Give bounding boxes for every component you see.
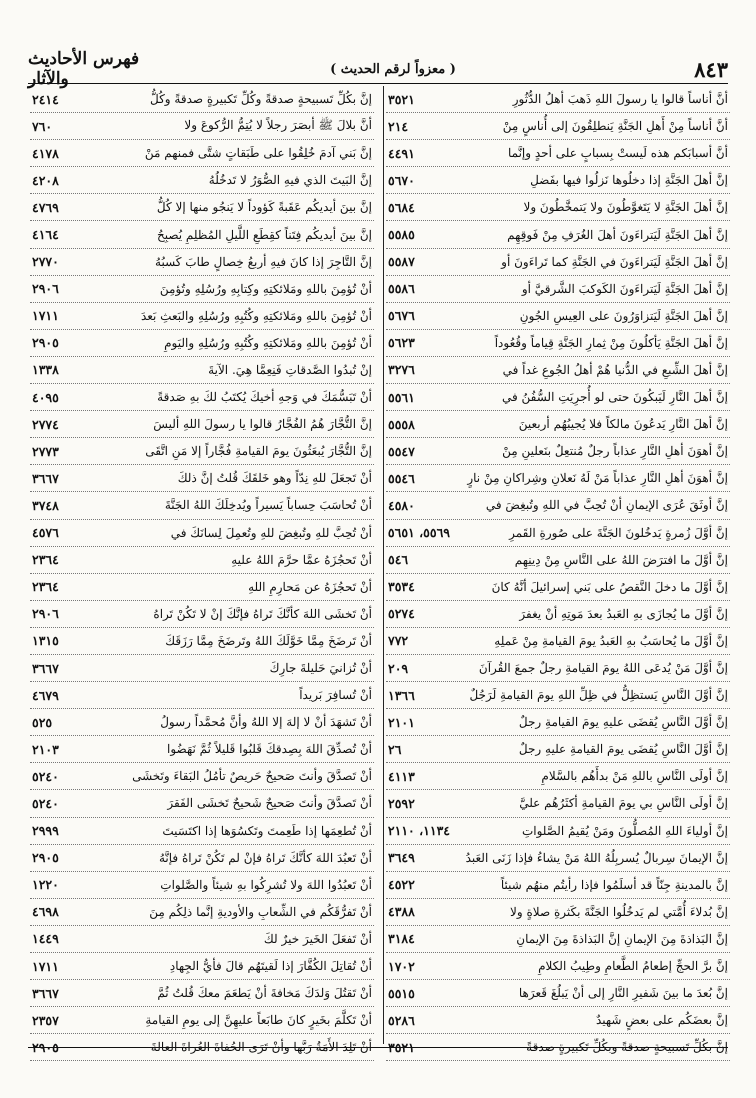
hadith-incipit: أنْ تَعبُدَ اللهَ كأنَّكَ تَراهُ فإنْ لم تَكُنْ تَراهُ فإنَّهُ bbox=[158, 850, 372, 865]
header-rule bbox=[28, 83, 728, 84]
hadith-number: ٥٢٧٤ bbox=[388, 606, 415, 622]
index-entry bbox=[30, 682, 374, 709]
index-entry bbox=[30, 140, 374, 167]
hadith-incipit: أنْ تَصدَّقَ وأنتَ صَحيحٌ حَريصٌ تأمُلُ البَقاءَ وتَخشَى bbox=[132, 769, 372, 784]
index-entry bbox=[386, 221, 730, 248]
hadith-number: ٢٩٠٥ bbox=[32, 335, 59, 351]
hadith-number: ١٣٣٨ bbox=[32, 362, 59, 378]
hadith-number: ٥٥٥٨ bbox=[388, 416, 415, 432]
hadith-number: ٥٢٤٠ bbox=[32, 768, 59, 784]
hadith-number: ٣٦٦٧ bbox=[32, 985, 59, 1001]
index-entry bbox=[386, 113, 730, 140]
hadith-number: ٥٤٦ bbox=[388, 552, 409, 568]
hadith-incipit: إنَّ التُّجَّارَ يُبعَثُونَ يومَ القيامةِ فُجَّاراً إلا مَنِ اتَّقَى bbox=[145, 444, 372, 459]
hadith-incipit: إنَّ أهلَ النَّارِ يَدعُونَ مالكاً فلا يُجيبُهُم أربعينَ bbox=[518, 417, 728, 432]
index-entry bbox=[386, 601, 730, 628]
hadith-incipit: إنَّ بينَ أيديكُم عَقَبةً كَؤوداً لا يَنجُو منها إلا كُلُّ bbox=[156, 200, 372, 215]
index-entry bbox=[386, 709, 730, 736]
hadith-incipit: إنَّ أوَّلَ مَنْ يُدعَى اللهُ يومَ القيامةِ رجلٌ جمعَ القُرآنَ bbox=[478, 661, 728, 676]
hadith-number: ٢٣٦٤ bbox=[32, 552, 59, 568]
hadith-number: ١٧٠٢ bbox=[388, 958, 415, 974]
hadith-incipit: إنَّ أولياءَ اللهِ المُصلُّونَ ومَنْ يُقيمُ الصَّلواتِ bbox=[521, 823, 728, 838]
index-entry bbox=[30, 1007, 374, 1034]
hadith-incipit: أنْ تَرضَخَ مِمَّا خَوَّلَكَ اللهُ وتَرضَخَ مِمَّا رَزَقَكَ bbox=[165, 633, 372, 648]
index-entry bbox=[386, 872, 730, 899]
hadith-number: ٥٥٦١ bbox=[388, 389, 415, 405]
hadith-number: ١٢٢٠ bbox=[32, 877, 59, 893]
hadith-incipit: إنَّ أهلَ الجَنَّةِ لَيَتراءَونَ في الجَنَّةِ كما تَراءَونَ أو bbox=[501, 254, 728, 269]
hadith-number: ٣٥٢١ bbox=[388, 1039, 415, 1055]
index-entry bbox=[386, 845, 730, 872]
hadith-incipit: أنْ تَحجُزَهُ عمَّا حرَّمَ اللهُ عليهِ bbox=[231, 552, 372, 567]
hadith-number: ٥٢٨٦ bbox=[388, 1012, 415, 1028]
hadith-incipit: أنْ تَلِدَ الأَمَةُ رَبَّها وأنْ تَرَى الحُفاةَ العُراةَ العالةَ bbox=[150, 1040, 372, 1055]
hadith-incipit: إنَّ أهلَ الجَنَّةِ لا يَتَغوَّطُونَ ولا يَتمخَّطُونَ ولا bbox=[523, 200, 728, 215]
index-entry bbox=[30, 113, 374, 140]
hadith-number: ٤٢٠٨ bbox=[32, 172, 59, 188]
hadith-incipit: إنْ تُبدُوا الصَّدقاتِ فَنِعِمَّا هِيَ. الآيةَ bbox=[208, 362, 372, 377]
index-entry bbox=[30, 790, 374, 817]
hadith-number: ٥٦٧٦ bbox=[388, 308, 415, 324]
left-column bbox=[30, 86, 374, 1055]
hadith-incipit: إنَّ أوَّلَ ما دخلَ النَّقصُ على بَني إسرائيلَ أنَّهُ كانَ bbox=[491, 579, 728, 594]
hadith-number: ٤٣٨٨ bbox=[388, 904, 415, 920]
hadith-number: ١١٣٤، ٢١١٠ bbox=[387, 823, 450, 839]
hadith-incipit: إنَّ أهلَ الجَنَّةِ لَيَتزاوَرُونَ على العِيسِ الجُونِ bbox=[519, 308, 728, 323]
index-entry bbox=[386, 926, 730, 953]
hadith-number: ٢٩٠٥ bbox=[32, 1039, 59, 1055]
index-entry bbox=[386, 547, 730, 574]
index-title: فهرس الأحاديث والآثار bbox=[28, 49, 140, 89]
hadith-incipit: إنَّ بالمدينةِ جِنّاً قد أسلَمُوا فإذا رأيتُم منهُم شيئاً bbox=[500, 877, 728, 892]
hadith-incipit: إنَّ أهلَ الجَنَّةِ إذا دخلُوها نَزلُوا فيها بفَضلِ bbox=[530, 173, 728, 188]
hadith-number: ٢٩٩٩ bbox=[32, 823, 59, 839]
hadith-incipit: إنَّ أوَّلَ النَّاسِ يُقضَى عليهِ يومَ القيامةِ رجلٌ bbox=[518, 715, 728, 730]
hadith-incipit: إنَّ أهلَ الشِّبعِ في الدُّنيا هُمْ أهلُ الجُوعِ غداً في bbox=[502, 362, 728, 377]
hadith-number: ٤٥٢٢ bbox=[388, 877, 415, 893]
index-entry bbox=[30, 872, 374, 899]
index-entry bbox=[386, 763, 730, 790]
index-entry bbox=[386, 953, 730, 980]
hadith-incipit: إنَّ أهلَ الجَنَّةِ لَيَتراءَونَ أهلَ الغُرَفِ مِنْ فَوقِهِم bbox=[507, 227, 728, 242]
hadith-incipit: أنَّ أناساً قالوا يا رسولَ اللهِ ذَهبَ أهلُ الدُّثُورِ bbox=[512, 92, 728, 107]
hadith-number: ٥٦٢٣ bbox=[388, 335, 415, 351]
page-number: ٨٤٣ bbox=[694, 56, 728, 82]
index-entry bbox=[386, 574, 730, 601]
hadith-number: ٢٧٧٤ bbox=[32, 416, 59, 432]
hadith-incipit: إنَّ أولَى النَّاسِ باللهِ مَنْ بدأَهُم بالسَّلامِ bbox=[541, 769, 728, 784]
index-entry bbox=[30, 953, 374, 980]
index-entry bbox=[386, 330, 730, 357]
hadith-number: ٤٥٧٦ bbox=[32, 525, 59, 541]
hadith-incipit: أنْ تُقاتِلَ الكُفَّارَ إذا لَقيتَهُم قالَ فأيُّ الجِهادِ bbox=[169, 959, 372, 974]
hadith-number: ٢١٤ bbox=[388, 118, 409, 134]
hadith-incipit: إنَّ التَّاجِرَ إذا كانَ فيهِ أربعُ خِصالٍ طابَ كَسبُهُ bbox=[155, 254, 372, 269]
hadith-number: ٣٥٣٤ bbox=[388, 579, 415, 595]
hadith-incipit: إنَّ البَذاذةَ مِنَ الإيمانِ إنَّ البَذاذةَ مِنَ الإيمانِ bbox=[516, 931, 728, 946]
hadith-incipit: أنْ تَبَسُّمَكَ في وَجهِ أخيكَ يُكتَبُ لكَ بهِ صَدقةً bbox=[157, 390, 372, 405]
hadith-incipit: إنَّ الإيمانَ سِربالٌ يُسربِلُهُ اللهُ مَنْ يشاءُ فإذا زَنَى العَبدُ bbox=[465, 850, 728, 865]
hadith-incipit: أنْ تُحاسَبَ حِساباً يَسيراً ويُدخِلَكَ اللهُ الجَنَّةَ bbox=[164, 498, 372, 513]
index-entry bbox=[30, 330, 374, 357]
hadith-number: ١٧١١ bbox=[32, 308, 59, 324]
hadith-incipit: إنَّ أهلَ الجَنَّةِ لَيَتراءَونَ الكَوكبَ الشَّرقيَّ أو bbox=[521, 281, 728, 296]
index-entry bbox=[30, 276, 374, 303]
index-entry bbox=[386, 655, 730, 682]
index-entry bbox=[386, 980, 730, 1007]
hadith-number: ٥٢٥ bbox=[32, 714, 53, 730]
hadith-incipit: أنْ تُسافِرَ بَريداً bbox=[299, 688, 372, 703]
hadith-number: ٥٥١٥ bbox=[388, 985, 415, 1001]
hadith-number: ٥٥٤٦ bbox=[388, 470, 415, 486]
hadith-number: ٣١٨٤ bbox=[388, 931, 415, 947]
hadith-incipit: إنَّ أوَّلَ النَّاسِ يَستظِلُّ في ظِلِّ اللهِ يومَ القيامةِ لَرَجُلٌ bbox=[469, 688, 728, 703]
index-entry bbox=[30, 818, 374, 845]
hadith-number: ٢٣٥٧ bbox=[32, 1012, 59, 1028]
hadith-number: ١٣٦٦ bbox=[388, 687, 415, 703]
index-entry bbox=[30, 899, 374, 926]
hadith-number: ٤١٦٤ bbox=[32, 227, 59, 243]
column-separator bbox=[383, 86, 384, 1044]
hadith-incipit: أنْ تُؤمِنَ باللهِ ومَلائكتِهِ وكِتابِهِ ورُسُلِهِ وتُؤمِنَ bbox=[159, 281, 372, 296]
hadith-number: ٢٣٦٤ bbox=[32, 579, 59, 595]
hadith-incipit: إنَّ أهلَ النَّارِ لَيَبكُونَ حتى لو أُجرِيَتِ السُّفُنُ في bbox=[501, 390, 728, 405]
hadith-number: ٢٧٧٠ bbox=[32, 254, 59, 270]
hadith-number: ٤١٧٨ bbox=[32, 145, 59, 161]
hadith-incipit: أنْ تَصدَّقَ وأنتَ صَحيحٌ شَحيحٌ تَخشَى الفَقرَ bbox=[167, 796, 372, 811]
hadith-incipit: إنَّ البَيتَ الذي فيهِ الصُّوَرُ لا تَدخُلُهُ bbox=[208, 173, 372, 188]
hadith-number: ٣٧٤٨ bbox=[32, 497, 59, 513]
index-entry bbox=[386, 628, 730, 655]
index-entry bbox=[386, 682, 730, 709]
hadith-incipit: إنَّ بكُلِّ تَسبيحةٍ صدقةً وبكُلِّ تَكبيرةٍ صدقةً bbox=[526, 1040, 728, 1055]
hadith-number: ٤٦٧٩ bbox=[32, 687, 59, 703]
hadith-number: ٥٥٤٧ bbox=[388, 443, 415, 459]
hadith-number: ٥٢٤٠ bbox=[32, 795, 59, 811]
index-entry bbox=[386, 492, 730, 519]
hadith-incipit: إنَّ برَّ الحجِّ إطعامُ الطَّعامِ وطِيبُ الكلامِ bbox=[538, 959, 728, 974]
hadith-number: ٥٥٦٩، ٥٦٥١ bbox=[387, 525, 450, 541]
hadith-incipit: إنَّ أوَّلَ ما يُحاسَبُ بهِ العَبدُ يومَ القيامةِ مِنْ عَملِهِ bbox=[494, 633, 728, 648]
hadith-number: ١٧١١ bbox=[32, 958, 59, 974]
hadith-incipit: إنَّ أولَى النَّاسِ بي يومَ القيامةِ أكثَرُهُم عليَّ bbox=[519, 796, 728, 811]
hadith-number: ٣٦٦٧ bbox=[32, 470, 59, 486]
index-entry bbox=[386, 899, 730, 926]
index-entry bbox=[30, 709, 374, 736]
index-entry bbox=[386, 249, 730, 276]
hadith-incipit: أنَّ أسبابَكم هذه لَيستْ بِسبابٍ على أحدٍ وإنَّما bbox=[507, 146, 728, 161]
hadith-number: ٢٩٠٦ bbox=[32, 281, 59, 297]
index-entry bbox=[30, 167, 374, 194]
hadith-incipit: إنَّ بعضَكُم على بعضٍ شَهيدٌ bbox=[595, 1013, 728, 1028]
index-entry bbox=[30, 86, 374, 113]
index-entry bbox=[30, 574, 374, 601]
index-entry bbox=[30, 384, 374, 411]
hadith-incipit: أنْ تُطعِمَها إذا طَعِمتَ وتَكسُوَها إذا اكتَسَيتَ bbox=[162, 823, 372, 838]
index-entry bbox=[386, 790, 730, 817]
hadith-number: ٣٦٤٩ bbox=[388, 850, 415, 866]
running-head-label: ( معزواً لرقم الحديث ) bbox=[330, 61, 456, 77]
index-entry bbox=[386, 194, 730, 221]
hadith-number: ٢٩٠٦ bbox=[32, 606, 59, 622]
hadith-number: ٧٦٠ bbox=[32, 118, 53, 134]
hadith-incipit: أنْ تُؤمِنَ باللهِ ومَلائكتِهِ وكُتُبِهِ ورُسُلِهِ والبَعثِ بَعدَ bbox=[140, 308, 372, 323]
hadith-number: ٢٧٧٣ bbox=[32, 443, 59, 459]
hadith-number: ٥٥٨٥ bbox=[388, 227, 415, 243]
hadith-number: ٢٥٩٢ bbox=[388, 795, 415, 811]
index-entry bbox=[30, 845, 374, 872]
hadith-number: ٥٥٨٧ bbox=[388, 254, 415, 270]
index-entry bbox=[386, 736, 730, 763]
hadith-number: ٢٠٩ bbox=[388, 660, 409, 676]
index-entry bbox=[30, 547, 374, 574]
hadith-number: ٣٦٦٧ bbox=[32, 660, 59, 676]
hadith-number: ٥٦٧٠ bbox=[388, 172, 415, 188]
index-entry bbox=[30, 601, 374, 628]
hadith-incipit: إنَّ بينَ أيديكُم فِتَناً كقِطَعِ اللَّيلِ المُظلِمِ يُصبِحُ bbox=[156, 227, 372, 242]
index-entry bbox=[386, 357, 730, 384]
index-entry bbox=[30, 763, 374, 790]
index-entry bbox=[386, 438, 730, 465]
hadith-incipit: أنْ تُصدِّقَ اللهَ بِصِدقكَ قَلبُوا قَليلاً ثُمَّ نَهَضُوا bbox=[167, 742, 372, 757]
hadith-number: ٤١١٣ bbox=[388, 768, 415, 784]
index-entry bbox=[30, 655, 374, 682]
hadith-incipit: إنَّ أوثَقَ عُرَى الإيمانِ أنْ تُحِبَّ في اللهِ وتُبغِضَ في bbox=[485, 498, 728, 513]
index-entry bbox=[386, 465, 730, 492]
hadith-number: ٤٦٩٨ bbox=[32, 904, 59, 920]
index-entry bbox=[386, 818, 730, 845]
index-entry bbox=[30, 520, 374, 547]
hadith-incipit: إنَّ أوَّلَ زُمرةٍ يَدخُلونَ الجَنَّةَ على صُورةِ القَمرِ bbox=[509, 525, 728, 540]
hadith-incipit: إنَّ أوَّلَ ما يُجازَى بهِ العَبدُ بعدَ مَوتِهِ أنْ يغفرَ bbox=[519, 606, 728, 621]
hadith-incipit: إنَّ أهوَنَ أهلِ النَّارِ عذاباً رجلٌ مُنتعِلٌ بنَعلينِ مِنْ bbox=[502, 444, 728, 459]
hadith-incipit: أنْ تَجعَلَ للهِ نِدّاً وهو خَلقَكَ قُلتُ إنَّ ذلكَ bbox=[177, 471, 372, 486]
hadith-incipit: أنْ تَحجُزَهُ عن مَحارِمِ اللهِ bbox=[248, 579, 372, 594]
index-entry bbox=[30, 411, 374, 438]
hadith-incipit: أنْ تَكلَّمَ بخَيرٍ كانَ طابَعاً عليهِنَّ إلى يومِ القيامةِ bbox=[145, 1013, 372, 1028]
index-entry bbox=[386, 1007, 730, 1034]
index-entry bbox=[30, 492, 374, 519]
index-entry bbox=[30, 249, 374, 276]
hadith-number: ٧٧٢ bbox=[388, 633, 409, 649]
hadith-incipit: إنَّ بُعدَ ما بينَ شَفيرِ النَّارِ إلى أنْ يَبلُغَ قَعرَها bbox=[518, 986, 728, 1001]
index-entry bbox=[30, 465, 374, 492]
index-entry bbox=[386, 520, 730, 547]
index-entry bbox=[386, 167, 730, 194]
index-entry bbox=[30, 221, 374, 248]
hadith-number: ٣٥٢١ bbox=[388, 91, 415, 107]
hadith-number: ٤٤٩١ bbox=[388, 145, 415, 161]
hadith-incipit: أنْ تُؤمِنَ باللهِ ومَلائكتِهِ وكُتُبِهِ ورُسُلِهِ واليَومِ bbox=[164, 335, 372, 350]
hadith-number: ٤٥٨٠ bbox=[388, 497, 415, 513]
index-entry bbox=[386, 384, 730, 411]
hadith-incipit: أنْ تُحِبَّ للهِ وتُبغِضَ للهِ وتُعمِلَ لِسانَكَ في bbox=[170, 525, 372, 540]
hadith-number: ٢٦ bbox=[388, 741, 402, 757]
index-entry bbox=[30, 628, 374, 655]
hadith-incipit: أنْ تَشهَدَ أنْ لا إلهَ إلا اللهُ وأنَّ مُحمَّداً رسولُ bbox=[160, 715, 372, 730]
hadith-number: ٢١٠١ bbox=[388, 714, 415, 730]
hadith-number: ٥٥٨٦ bbox=[388, 281, 415, 297]
hadith-incipit: إنَّ بكُلِّ تَسبيحةٍ صدقةً وكُلِّ تَكبيرةٍ صدقةً وكُلُّ bbox=[150, 92, 372, 107]
hadith-number: ٥٦٨٤ bbox=[388, 199, 415, 215]
hadith-number: ٤٠٩٥ bbox=[32, 389, 59, 405]
index-entry bbox=[30, 980, 374, 1007]
hadith-incipit: إنَّ بُدلاءَ أُمَّتي لم يَدخُلُوا الجَنَّةَ بكَثرةِ صلاةٍ ولا bbox=[510, 904, 728, 919]
hadith-incipit: أنَّ بلالَ ﷺ أبصَرَ رجلاً لا يُتِمُّ الرُّكوعَ ولا bbox=[184, 117, 372, 132]
hadith-incipit: أنْ تُزانيَ حَليلةَ جارِكَ bbox=[269, 661, 372, 676]
hadith-incipit: إنَّ التُّجَّارَ هُمُ الفُجَّارُ قالوا يا رسولَ اللهِ أليسَ bbox=[153, 417, 372, 432]
hadith-number: ٣٢٧٦ bbox=[388, 362, 415, 378]
hadith-incipit: أنْ تَعبُدُوا اللهَ ولا تُشرِكُوا بهِ شيئاً والصَّلواتِ bbox=[160, 877, 372, 892]
page-header bbox=[28, 49, 728, 89]
index-entry bbox=[386, 140, 730, 167]
footer-rule bbox=[28, 1047, 728, 1048]
index-entry bbox=[30, 303, 374, 330]
index-entry bbox=[386, 86, 730, 113]
index-entry bbox=[30, 438, 374, 465]
right-column bbox=[386, 86, 730, 1055]
hadith-incipit: أنْ تَفعَلَ الخَيرَ خيرٌ لكَ bbox=[263, 931, 372, 946]
hadith-incipit: إنَّ أوَّلَ النَّاسِ يُقضَى يومَ القيامةِ عليهِ رجلٌ bbox=[518, 742, 728, 757]
index-entry bbox=[386, 276, 730, 303]
index-entry bbox=[30, 194, 374, 221]
hadith-number: ٢٤١٤ bbox=[32, 91, 59, 107]
hadith-incipit: أنْ تَفرُّقَكُم في الشِّعابِ والأوديةِ إنَّما ذلِكُم مِنَ bbox=[149, 904, 372, 919]
index-entry bbox=[386, 303, 730, 330]
hadith-incipit: إنَّ أهوَنَ أهلِ النَّارِ عذاباً مَنْ لَهُ نَعلانِ وشِراكانِ مِنْ نارٍ bbox=[467, 471, 728, 486]
hadith-incipit: أنْ تَخشَى اللهَ كأنَّكَ تَراهُ فإنَّكَ إنْ لا تَكُنْ تَراهُ bbox=[153, 606, 372, 621]
hadith-number: ٢٩٠٥ bbox=[32, 850, 59, 866]
hadith-number: ١٣١٥ bbox=[32, 633, 59, 649]
hadith-number: ١٤٤٩ bbox=[32, 931, 59, 947]
hadith-incipit: إنَّ بَني آدمَ خُلِقُوا على طَبَقاتٍ شتَّى فمنهم مَنْ bbox=[144, 146, 372, 161]
hadith-incipit: أنْ تَقتُلَ وَلدَكَ مَخافةَ أنْ يَطعَمَ معكَ قُلتُ ثُمَّ bbox=[157, 986, 372, 1001]
hadith-number: ٤٧٦٩ bbox=[32, 199, 59, 215]
index-entry bbox=[30, 926, 374, 953]
hadith-incipit: إنَّ أوَّلَ ما افترَضَ اللهُ على النَّاسِ مِنْ دِينِهِم bbox=[514, 552, 728, 567]
index-entry bbox=[386, 411, 730, 438]
hadith-incipit: إنَّ أهلَ الجَنَّةِ يَأكلُونَ مِنْ ثِمارِ الجَنَّةِ قِياماً وقُعُوداً bbox=[494, 335, 728, 350]
index-entry bbox=[30, 736, 374, 763]
index-entry bbox=[30, 357, 374, 384]
hadith-number: ٢١٠٣ bbox=[32, 741, 59, 757]
hadith-incipit: أنَّ أناساً مِنْ أَهلِ الجَنَّةِ يَنطلِقُونَ إلى أُناسٍ مِنْ bbox=[502, 119, 728, 134]
